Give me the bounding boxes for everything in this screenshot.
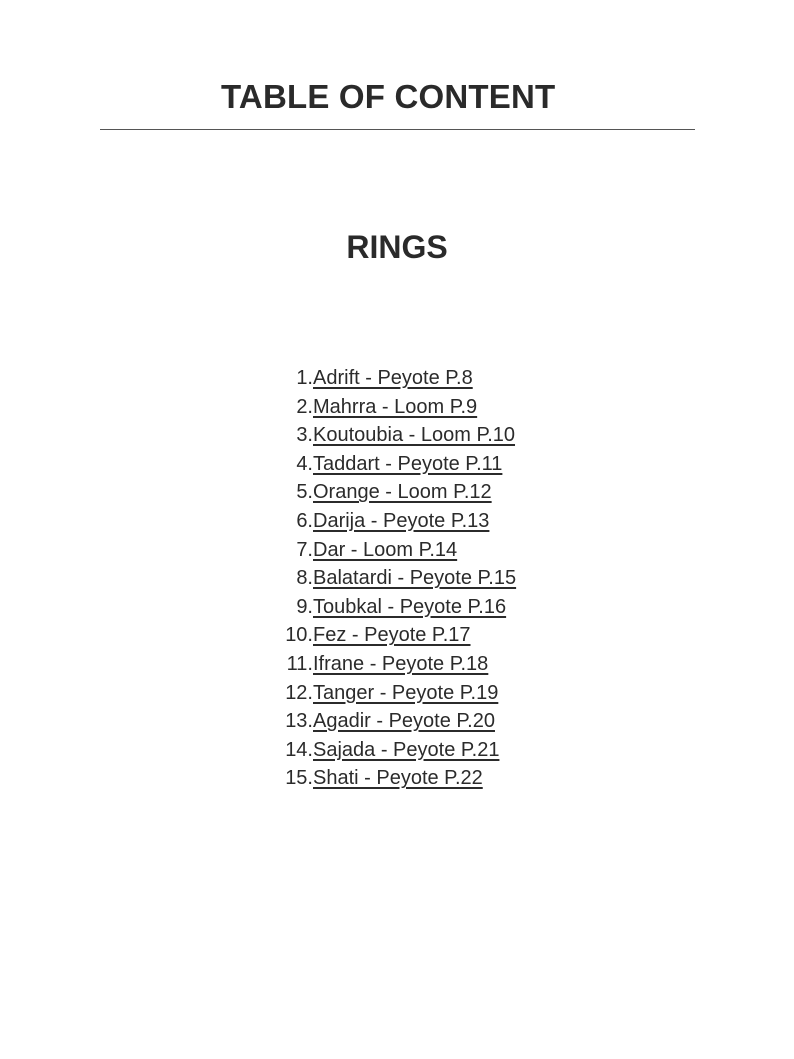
toc-item-link[interactable]: Ifrane - Peyote P.18 <box>313 652 489 675</box>
toc-item <box>270 364 516 393</box>
toc-item <box>270 564 516 593</box>
toc-item-number: 8. <box>296 567 313 590</box>
toc-item-link[interactable]: Dar - Loom P.14 <box>313 538 458 561</box>
toc-item-number: 1. <box>296 367 313 389</box>
table-of-contents-list <box>270 364 516 793</box>
toc-item <box>270 507 516 536</box>
toc-item-link[interactable]: Darija - Peyote P.13 <box>313 509 490 532</box>
toc-item-link[interactable]: Balatardi - Peyote P.15 <box>313 567 517 590</box>
toc-item <box>270 393 516 422</box>
toc-item <box>270 421 516 450</box>
toc-item-number: 14. <box>285 738 313 761</box>
toc-item <box>270 450 516 479</box>
toc-item-number: 2. <box>296 395 313 418</box>
toc-item <box>270 736 516 765</box>
toc-item <box>270 764 516 793</box>
toc-item-link[interactable]: Fez - Peyote P.17 <box>313 624 471 647</box>
toc-item-number: 9. <box>296 595 313 618</box>
toc-item <box>270 478 516 507</box>
toc-item-link[interactable]: Sajada - Peyote P.21 <box>313 738 500 761</box>
toc-item-link[interactable]: Toubkal - Peyote P.16 <box>313 595 507 618</box>
toc-item-link[interactable]: Taddart - Peyote P.11 <box>313 452 503 475</box>
toc-item-link[interactable]: Agadir - Peyote P.20 <box>313 710 495 733</box>
toc-item-number: 13. <box>285 710 313 733</box>
toc-item-number: 5. <box>296 481 313 504</box>
section-heading: RINGS <box>346 229 448 265</box>
toc-item-number: 12. <box>285 681 313 704</box>
toc-item-link[interactable]: Tanger - Peyote P.19 <box>313 681 499 704</box>
toc-item-number: 4. <box>296 452 313 475</box>
toc-item-link[interactable]: Shati - Peyote P.22 <box>313 767 483 790</box>
toc-item-number: 15. <box>285 767 313 790</box>
toc-item-number: 7. <box>296 538 313 561</box>
toc-item <box>270 621 516 650</box>
toc-item-link[interactable]: Adrift - Peyote P.8 <box>313 367 473 389</box>
toc-item-link[interactable]: Koutoubia - Loom P.10 <box>313 424 516 447</box>
toc-item-number: 10. <box>285 624 313 647</box>
toc-item <box>270 536 516 565</box>
toc-item-link[interactable]: Mahrra - Loom P.9 <box>313 395 478 418</box>
toc-item-number: 6. <box>296 509 313 532</box>
toc-item <box>270 593 516 622</box>
toc-item-number: 11. <box>286 652 313 675</box>
toc-item <box>270 707 516 736</box>
toc-item <box>270 679 516 708</box>
toc-item-link[interactable]: Orange - Loom P.12 <box>313 481 492 504</box>
toc-item <box>270 650 516 679</box>
title-divider <box>100 129 695 130</box>
toc-item-number: 3. <box>296 424 313 447</box>
page-title: TABLE OF CONTENT <box>221 78 556 115</box>
